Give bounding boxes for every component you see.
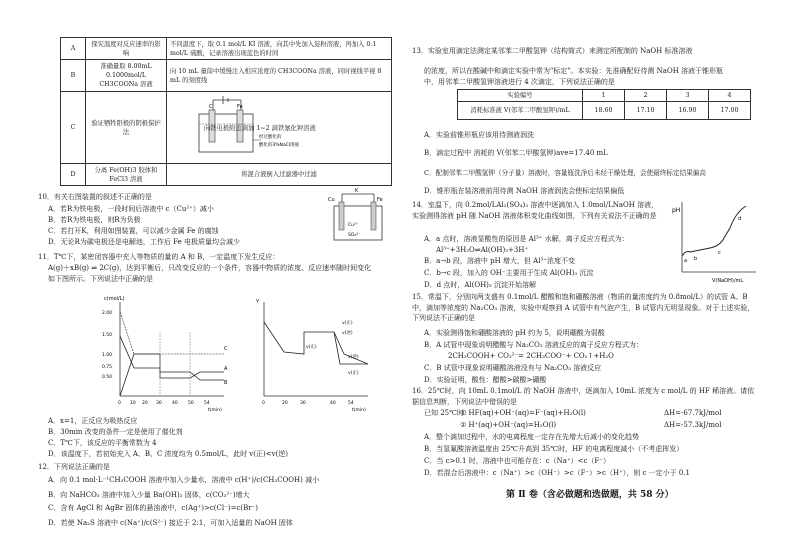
q11-option: B．30min 改变的条件一定是使用了催化剂 xyxy=(48,428,183,436)
q16-option: A．整个滴加过程中，水的电离程度一定存在先增大后减小的变化趋势 xyxy=(424,433,640,441)
section-title: 第 Ⅱ 卷（含必做题和选做题，共 58 分） xyxy=(506,490,674,500)
svg-text:2.00: 2.00 xyxy=(102,311,113,316)
svg-text:v: v xyxy=(256,298,259,304)
svg-text:pH: pH xyxy=(672,207,681,214)
rate-chart xyxy=(244,292,374,412)
svg-text:50: 50 xyxy=(188,401,194,406)
concentration-chart xyxy=(100,292,230,412)
svg-text:V(NaOH)/mL: V(NaOH)/mL xyxy=(712,278,744,284)
right-column xyxy=(402,0,758,550)
svg-text:0: 0 xyxy=(262,401,265,406)
q15-option: B．A 试管中现象说明醋酸与 Na₂CO₃ 溶液反应的离子反应方程式为： xyxy=(424,341,643,349)
svg-text:10: 10 xyxy=(130,401,136,406)
svg-text:0.50: 0.50 xyxy=(102,375,113,380)
q14-option: B．a→b 段，溶液中 pH 增大，但 Al³⁺浓度不变 xyxy=(424,257,575,265)
q13-option: D．锥形瓶在装溶液前用待测 NaOH 溶液润洗会使标定结果偏低 xyxy=(424,187,625,195)
q11-stem2: A(g)＋xB(g) ⇌ 2C(g)，达到平衡后，只改变反应的一个条件，容器中物质的浓度、反应速率随时间变化如下图所示。下列说法中正确的是 xyxy=(48,264,372,283)
q11-option: C．T℃下，该反应的平衡常数为 4 xyxy=(48,439,157,447)
svg-text:K: K xyxy=(355,188,359,194)
q12-option: A．向 0.1 mol·L⁻¹CH₃COOH 溶液中加入少量水，溶液中 c(H⁺)/c(CH₃COOH) 减小 xyxy=(48,476,320,484)
q10-option: D．无论R为碳电极还是电解池，工作后 Fe 电极质量均会减少 xyxy=(48,238,240,246)
q12-option: C．含有 AgCl 和 AgBr 固体的悬浊液中，c(Ag⁺)>c(Cl⁻)=c(Br⁻) xyxy=(48,504,258,512)
svg-text:20: 20 xyxy=(142,401,148,406)
svg-text:v(逆): v(逆) xyxy=(342,331,353,336)
svg-text:54: 54 xyxy=(204,401,210,406)
q12-option: D．若使 Na₂S 溶液中 c(Na⁺)/c(S²⁻) 接近于 2:1，可加入适量的 NaOH 固体 xyxy=(48,519,293,527)
q16-known: 已知 25℃时： xyxy=(424,409,471,417)
table-row: D 分离 Fe(OH)3 胶体和 FeCl3 溶液 将混合液倒入过滤器中过滤 xyxy=(61,164,392,186)
q14-option: D．d 点时，Al(OH)₃ 沉淀开始溶解 xyxy=(424,281,536,289)
q14-option: Al³⁺+3H₂O⇌Al(OH)₃+3H⁺ xyxy=(436,246,529,254)
svg-text:Cu²⁺: Cu²⁺ xyxy=(348,223,359,228)
svg-text:1.00: 1.00 xyxy=(102,353,113,358)
cell-label: 酸化的3%NaCl溶液 xyxy=(259,143,300,148)
svg-text:v(逆): v(逆) xyxy=(348,355,359,360)
q10-stem: 10．有关右图装置的叙述不正确的是 xyxy=(38,193,152,201)
ph-curve-chart xyxy=(672,198,758,288)
svg-text:C: C xyxy=(209,104,213,110)
galvanic-cell-diagram xyxy=(328,186,388,244)
svg-text:30: 30 xyxy=(300,401,306,406)
q15-option: A．实验测得饱和硼酸溶液的 pH 约为 5，说明硼酸为弱酸 xyxy=(424,329,605,337)
cell-label: 经过酸化的 xyxy=(259,135,282,140)
q15-option: C．B 试管中现象说明硼酸溶液没有与 Na₂CO₃ 溶液反应 xyxy=(424,364,602,372)
q16-eq2-h: ΔH=-57.3kJ/mol xyxy=(664,421,722,429)
svg-text:40: 40 xyxy=(330,401,336,406)
left-column xyxy=(38,0,400,550)
q13-option: A．实验前锥形瓶应该用待测液润洗 xyxy=(424,131,535,139)
table-row: 消耗标准液 V(邻苯二甲酸氢钾)/mL 18.60 17.10 16.90 17.00 xyxy=(458,102,751,120)
svg-text:c(mol/L): c(mol/L) xyxy=(104,296,125,302)
svg-text:c: c xyxy=(718,250,721,256)
table-row: B 准确量取 8.00mL 0.1000mol/L CH3COONa 溶液 向 10 mL 量筒中缓慢注入相应浓度的 CH3COONa 溶液，同时视线平视 8 mL 的刻度线 xyxy=(61,60,392,92)
svg-text:20: 20 xyxy=(282,401,288,406)
q15-option: 2CH₃COOH+ CO₃²⁻= 2CH₃COO⁻+ CO₂↑+H₂O xyxy=(448,352,614,360)
q16-option: C．当 c>0.1 时，溶液中也可能存在：c（Na⁺）<c（F⁻） xyxy=(424,457,610,465)
q13-stem3: 中，用邻苯二甲酸氢钾溶液进行 4 次滴定，下列说法正确的是 xyxy=(424,78,615,86)
titration-table xyxy=(457,89,751,120)
svg-text:v(正): v(正) xyxy=(342,321,353,326)
q16-eq1-h: ΔH=-67.7kJ/mol xyxy=(664,409,722,417)
table-row: C 验证牺牲阳极的阴极保护法 C Fe 经过酸化的 酸化的3%NaCl溶液 xyxy=(61,92,392,164)
q13-option: C．配制邻苯二甲酸氢钾（分子量）溶液时，容量瓶洗净后未经干燥处理，会使最终标定结果偏高 xyxy=(424,169,706,177)
svg-text:a: a xyxy=(684,258,688,264)
q16-option: D．若混合后溶液中：c（Na⁺）>c（OH⁻）>c（F⁻）>c（H⁺），则 c 一定小于 0.1 xyxy=(424,469,690,477)
svg-text:t(min): t(min) xyxy=(352,408,366,413)
table-row: 实验编号 1 2 3 4 xyxy=(458,90,751,102)
q15-stem: 15．常温下，分别向两支盛有 0.1mol/L 醋酸和饱和硼酸溶液（物质的量浓度约为 0.8mol/L）的试管 A、B 中，滴加等浓度的 Na₂CO₃ 溶液，实验中观察到 A 试管中有气泡产生，B 试管内无明显现象。对于上述实验，下列说法不正确的是 xyxy=(412,293,755,322)
svg-text:v(正): v(正) xyxy=(306,345,317,350)
q14-option: A．a 点时，溶液显酸性的原因是 Al³⁺ 水解，离子反应方程式为： xyxy=(424,235,629,243)
svg-text:SO₄²⁻: SO₄²⁻ xyxy=(348,233,361,238)
q12-stem: 12．下列说法正确的是 xyxy=(38,463,110,471)
svg-text:40: 40 xyxy=(172,401,178,406)
q13-stem: 13．实验室用滴定法测定某邻苯二甲酸氢钾（结构简式）来测定所配制的 NaOH 标准溶液 xyxy=(412,47,693,55)
svg-text:d: d xyxy=(738,216,742,222)
q11-option: D．该温度下，若初始充入 A、B、C 浓度均为 0.5mol/L，此时 v(正)<v(逆) xyxy=(48,450,288,458)
svg-text:Fe: Fe xyxy=(237,104,243,110)
table-row: A 探究温度对反应速率的影响 不同温度下，取 0.1 mol/L KI 溶液，向其中先加入淀粉溶液，再加入 0.1 mol/L 硫酸，记录溶液出现蓝色的时间 xyxy=(61,38,392,60)
q12-option: B．向 NaHCO₃ 溶液中加入少量 Ba(OH)₂ 固体，c(CO₃²⁻)增大 xyxy=(48,491,250,499)
svg-text:C: C xyxy=(224,346,228,352)
q10-option: C．若打开K，利用如图装置，可以减少金属 Fe 的腐蚀 xyxy=(48,227,219,235)
svg-text:v(正): v(正) xyxy=(348,371,359,376)
svg-text:Fe: Fe xyxy=(377,197,383,203)
q16-eq2: ② H⁺(aq)+OH⁻(aq)=H₂O(l) xyxy=(460,421,557,429)
q13-stem2: 的浓度，所以在酸碱中和滴定实验中常为"标定"。本实验：先准确配好待测 NaOH 溶液于锥形瓶 xyxy=(424,67,724,75)
q13-option: B．滴定过程中 消耗的 V(邻苯二甲酸氢钾)ave=17.40 mL xyxy=(424,149,608,157)
svg-text:54: 54 xyxy=(348,401,354,406)
q10-option: B．若R为铁电极，则R为负极 xyxy=(48,216,141,224)
q15-option: D．实验证明，酸性：醋酸>碳酸>硼酸 xyxy=(424,376,547,384)
svg-text:1.50: 1.50 xyxy=(102,333,113,338)
experiment-table xyxy=(60,37,392,186)
q10-option: A．若R为铁电极，一段时间后溶液中 c（Cu²⁺）减小 xyxy=(48,205,214,213)
svg-text:0.75: 0.75 xyxy=(102,365,113,370)
svg-text:b: b xyxy=(694,256,698,262)
svg-text:Cu: Cu xyxy=(328,197,335,203)
svg-text:30: 30 xyxy=(156,401,162,406)
q11-stem: 11．T℃下，某密闭容器中充入等物质的量的 A 和 B，一定温度下发生反应： xyxy=(38,253,280,261)
q11-option: A．x=1，正反应为吸热反应 xyxy=(48,417,138,425)
q16-option: B．当氢氟酸溶液温度由 25℃升高到 35℃时，HF 的电离程度减小（不考虑挥发） xyxy=(424,445,684,453)
q16-stem: 16．25℃时，向 10mL 0.1mol/L 的 NaOH 溶液中，逐滴加入 10mL 浓度为 c mol/L 的 HF 稀溶液。请依据信息判断，下列说法中错误的是 xyxy=(412,387,755,406)
svg-text:t(min): t(min) xyxy=(208,408,222,413)
svg-text:A: A xyxy=(224,366,228,372)
cell-c-text: 向铁电极附近滴加 1~2 滴铁氰化钾溶液 xyxy=(204,125,316,132)
q16-eq1: ① HF(aq)+OH⁻(aq)=F⁻(aq)+H₂O(l) xyxy=(460,409,586,417)
q14-option: C．b→c 段，加入的 OH⁻主要用于生成 Al(OH)₃ 沉淀 xyxy=(424,269,594,277)
svg-text:0: 0 xyxy=(118,401,121,406)
q14-stem: 14．室温下，向 0.2mol/LAl₂(SO₄)₃ 溶液中逐滴加入 1.0mol/LNaOH 溶液，实验测得溶液 pH 随 NaOH 溶液体积变化曲线如图，下列有关说法不正确的是 xyxy=(412,201,659,220)
svg-text:B: B xyxy=(224,380,228,386)
